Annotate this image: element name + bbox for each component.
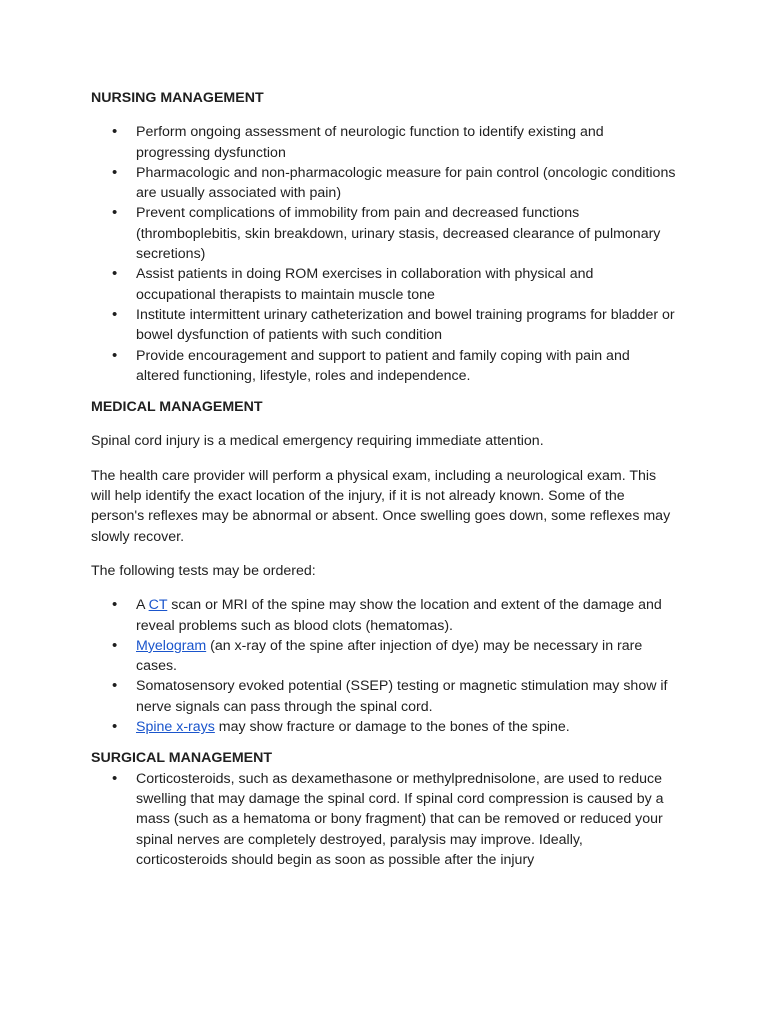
list-item: • Institute intermittent urinary catheterization and bowel training programs for bladder or bowel dysfunction of patients with such condition <box>91 305 676 346</box>
myelogram-link[interactable]: Myelogram <box>136 637 207 654</box>
ct-link[interactable]: CT <box>148 597 168 614</box>
medical-management-heading: MEDICAL MANAGEMENT <box>91 399 263 416</box>
nursing-management-list <box>91 122 691 386</box>
tests-list <box>91 595 691 737</box>
medical-intro-paragraph: Spinal cord injury is a medical emergency requiring immediate attention. <box>91 433 544 450</box>
list-item-xray <box>91 717 676 737</box>
surgical-management-heading: SURGICAL MANAGEMENT <box>91 750 273 767</box>
list-item: • Provide encouragement and support to patient and family coping with pain and altered functioning, lifestyle, roles and independence. <box>91 346 676 387</box>
list-item: • Perform ongoing assessment of neurologic function to identify existing and progressing dysfunction <box>91 122 676 163</box>
list-item: • Prevent complications of immobility from pain and decreased functions (thromboplebitis, skin breakdown, urinary stasis, decreased clearance of pulmonary secretions) <box>91 203 676 264</box>
list-item: • Assist patients in doing ROM exercises in collaboration with physical and occupational therapists to maintain muscle tone <box>91 264 676 305</box>
list-item-ct <box>91 595 676 636</box>
document-page <box>91 88 691 870</box>
ct-text: scan or MRI of the spine may show the location and extent of the damage and reveal problems such as blood clots (hematomas). <box>136 597 662 634</box>
list-item: • Pharmacologic and non-pharmacologic measure for pain control (oncologic conditions are usually associated with pain) <box>91 163 676 204</box>
list-item-myelogram <box>91 636 676 677</box>
spine-xrays-link[interactable]: Spine x-rays <box>136 719 215 736</box>
list-item: • Corticosteroids, such as dexamethasone or methylprednisolone, are used to reduce swelling that may damage the spinal cord. If spinal cord compression is caused by a mass (such as a hematoma or bony fragment) that can be removed or reduced your spinal nerves are completely destroyed, paralysis may improve. Ideally, corticosteroids should begin as soon as possible after the injury <box>91 769 676 870</box>
surgical-management-list <box>91 769 691 870</box>
nursing-management-heading: NURSING MANAGEMENT <box>91 90 264 106</box>
ct-prefix: A <box>136 597 149 614</box>
medical-exam-paragraph: The health care provider will perform a physical exam, including a neurological exam. This will help identify the exact location of the injury, if it is not already known. Some of the person's reflexes may be abnormal or absent. Once swelling goes down, some reflexes may slowly recover. <box>91 467 671 545</box>
tests-intro-paragraph: The following tests may be ordered: <box>91 562 316 579</box>
myelogram-text: (an x-ray of the spine after injection of dye) may be necessary in rare cases. <box>136 637 643 675</box>
spine-xrays-text: may show fracture or damage to the bones of the spine. <box>214 719 570 736</box>
list-item-ssep: • Somatosensory evoked potential (SSEP) testing or magnetic stimulation may show if nerve signals can pass through the spinal cord. <box>91 676 676 717</box>
